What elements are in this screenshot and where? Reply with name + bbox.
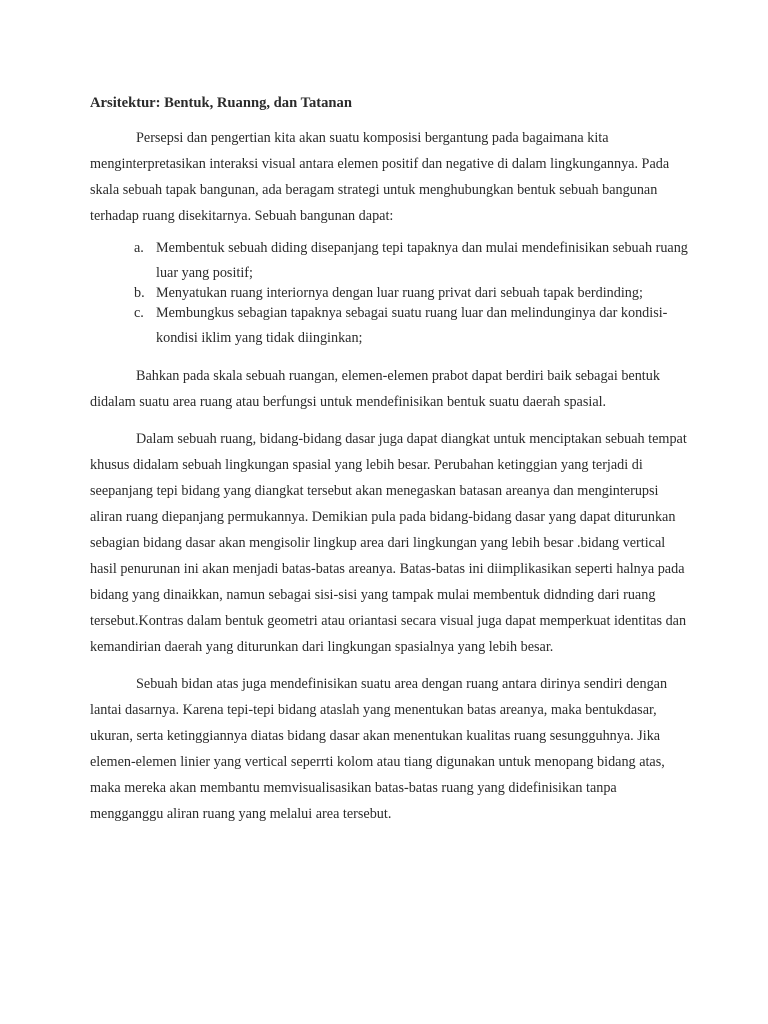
paragraph-spacer (90, 660, 690, 671)
list-marker: c. (134, 305, 144, 321)
strategy-list (90, 236, 690, 351)
paragraph-spacer (90, 415, 690, 426)
paragraph-2: Bahkan pada skala sebuah ruangan, elemen-elemen prabot dapat berdiri baik sebagai bentuk didalam suatu area ruang atau berfungsi untuk mendefinisikan bentuk suatu daerah spasial. (90, 368, 660, 410)
list-marker: b. (134, 285, 145, 301)
list-marker: a. (134, 240, 144, 256)
document-page (90, 93, 690, 827)
paragraph-4: Sebuah bidan atas juga mendefinisikan suatu area dengan ruang antara dirinya sendiri dengan lantai dasarnya. Karena tepi-tepi bidang ataslah yang menentukan batas areanya, maka bentukdasar, ukuran, serta ketinggiannya diatas bidang dasar akan menentukan kualitas ruang sesungguhnya. Jika elemen-elemen linier yang vertical seperrti kolom atau tiang digunakan untuk menopang bidang atas, maka mereka akan membantu memvisualisasikan batas-batas ruang yang didefinisikan tanpa mengganggu aliran ruang yang melalui area tersebut. (90, 676, 668, 822)
list-item (90, 236, 690, 286)
document-title: Arsitektur: Bentuk, Ruanng, dan Tatanan (90, 95, 352, 111)
paragraph-1: Persepsi dan pengertian kita akan suatu komposisi bergantung pada bagaimana kita menginterpretasikan interaksi visual antara elemen positif dan negative di dalam lingkungannya. Pada skala sebuah tapak bangunan, ada beragam strategi untuk menghubungkan bentuk sebuah bangunan terhadap ruang disekitarnya. Sebuah bangunan dapat: (90, 130, 670, 224)
list-item-text: Membentuk sebuah diding disepanjang tepi tapaknya dan mulai mendefinisikan sebuah ruang luar yang positif; (156, 240, 688, 281)
list-item-text: Menyatukan ruang interiornya dengan luar ruang privat dari sebuah tapak berdinding; (156, 285, 643, 301)
list-item-text: Membungkus sebagian tapaknya sebagai suatu ruang luar dan melindunginya dar kondisi-kondisi iklim yang tidak diinginkan; (156, 305, 668, 346)
paragraph-3: Dalam sebuah ruang, bidang-bidang dasar juga dapat diangkat untuk menciptakan sebuah tempat khusus didalam sebuah lingkungan spasial yang lebih besar. Perubahan ketinggian yang terjadi di seepanjang tepi bidang yang diangkat tersebut akan menegaskan batasan areanya dan menginterupsi aliran ruang diepanjang permukannya. Demikian pula pada bidang-bidang dasar yang dapat diturunkan sebagian bidang dasar akan mengisolir lingkup area dari lingkungan yang lebih besar .bidang vertical hasil penurunan ini akan menjadi batas-batas areanya. Batas-batas ini diimplikasikan seperti halnya pada bidang yang dinaikkan, namun sebagai sisi-sisi yang tampak mulai membentuk didnding dari ruang tersebut.Kontras dalam bentuk geometri atau oriantasi secara visual juga dapat memperkuat identitas dan kemandirian daerah yang diturunkan dari lingkungan spasialnya yang lebih besar. (90, 431, 687, 655)
list-item (90, 301, 690, 351)
